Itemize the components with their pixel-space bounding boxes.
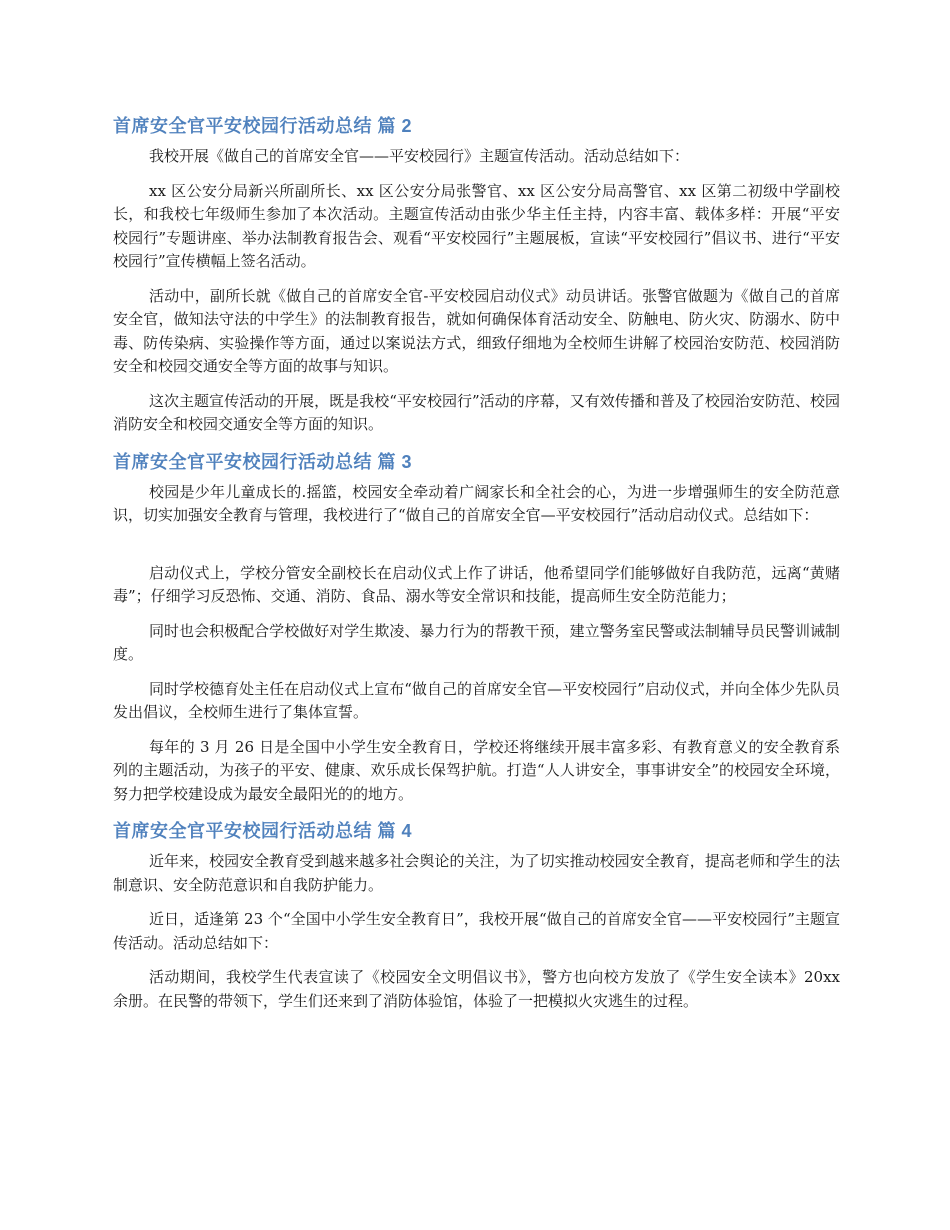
paragraph: 近年来，校园安全教育受到越来越多社会舆论的关注，为了切实推动校园安全教育，提高老师和学生的法制意识、安全防范意识和自我防护能力。 — [113, 852, 840, 894]
paragraph: 同时也会积极配合学校做好对学生欺凌、暴力行为的帮教干预，建立警务室民警或法制辅导员民警训诫制度。 — [113, 621, 840, 663]
section-title: 首席安全官平安校园行活动总结 篇 2 — [113, 116, 413, 136]
paragraph: 近日，适逢第 23 个“全国中小学生安全教育日”，我校开展“做自己的首席安全官——平安校园行”主题宣传活动。活动总结如下： — [113, 910, 840, 952]
section-4 — [113, 817, 840, 1013]
section-title: 首席安全官平安校园行活动总结 篇 4 — [113, 821, 413, 841]
paragraph: 我校开展《做自己的首席安全官——平安校园行》主题宣传活动。活动总结如下： — [149, 147, 690, 165]
section-title: 首席安全官平安校园行活动总结 篇 3 — [113, 451, 413, 472]
paragraph: 同时学校德育处主任在启动仪式上宣布“做自己的首席安全官—平安校园行”启动仪式，并向全体少先队员发出倡议，全校师生进行了集体宣誓。 — [113, 679, 840, 721]
section-2 — [113, 112, 840, 437]
section-3 — [113, 448, 840, 807]
paragraph: 启动仪式上，学校分管安全副校长在启动仪式上作了讲话，他希望同学们能够做好自我防范，远离“黄赌毒”；仔细学习反恐怖、交通、消防、食品、溺水等安全常识和技能，提高师生安全防范能力； — [113, 563, 840, 605]
paragraph: 活动期间，我校学生代表宣读了《校园安全文明倡议书》，警方也向校方发放了《学生安全读本》20xx 余册。在民警的带领下，学生们还来到了消防体验馆，体验了一把模拟火灾逃生的过程。 — [113, 968, 840, 1010]
paragraph: xx 区公安分局新兴所副所长、xx 区公安分局张警官、xx 区公安分局高警官、xx 区第二初级中学副校长，和我校七年级师生参加了本次活动。主题宣传活动由张少华主任主持，内容丰富、载体多样：开展“平安校园行”专题讲座、举办法制教育报告会、观看“平安校园行”主题展板，宣读“平安校园行”倡议书、进行“平安校园行”宣传横幅上签名活动。 — [113, 181, 840, 270]
paragraph: 这次主题宣传活动的开展，既是我校“平安校园行”活动的序幕，又有效传播和普及了校园治安防范、校园消防安全和校园交通安全等方面的知识。 — [113, 391, 840, 433]
document-page — [113, 112, 840, 1024]
paragraph: 校园是少年儿童成长的.摇篮，校园安全牵动着广阔家长和全社会的心，为进一步增强师生的安全防范意识，切实加强安全教育与管理，我校进行了“做自己的首席安全官—平安校园行”活动启动仪式。总结如下： — [113, 482, 840, 524]
paragraph: 每年的 3 月 26 日是全国中小学生安全教育日，学校还将继续开展丰富多彩、有教育意义的安全教育系列的主题活动，为孩子的平安、健康、欢乐成长保驾护航。打造“人人讲安全，事事讲安全”的校园安全环境，努力把学校建设成为最安全最阳光的的地方。 — [113, 737, 840, 803]
paragraph: 活动中，副所长就《做自己的首席安全官-平安校园启动仪式》动员讲话。张警官做题为《做自己的首席安全官，做知法守法的中学生》的法制教育报告，就如何确保体育活动安全、防触电、防火灾、防溺水、防中毒、防传染病、实验操作等方面，通过以案说法方式，细致仔细地为全校师生讲解了校园治安防范、校园消防安全和校园交通安全等方面的故事与知识。 — [113, 286, 840, 375]
